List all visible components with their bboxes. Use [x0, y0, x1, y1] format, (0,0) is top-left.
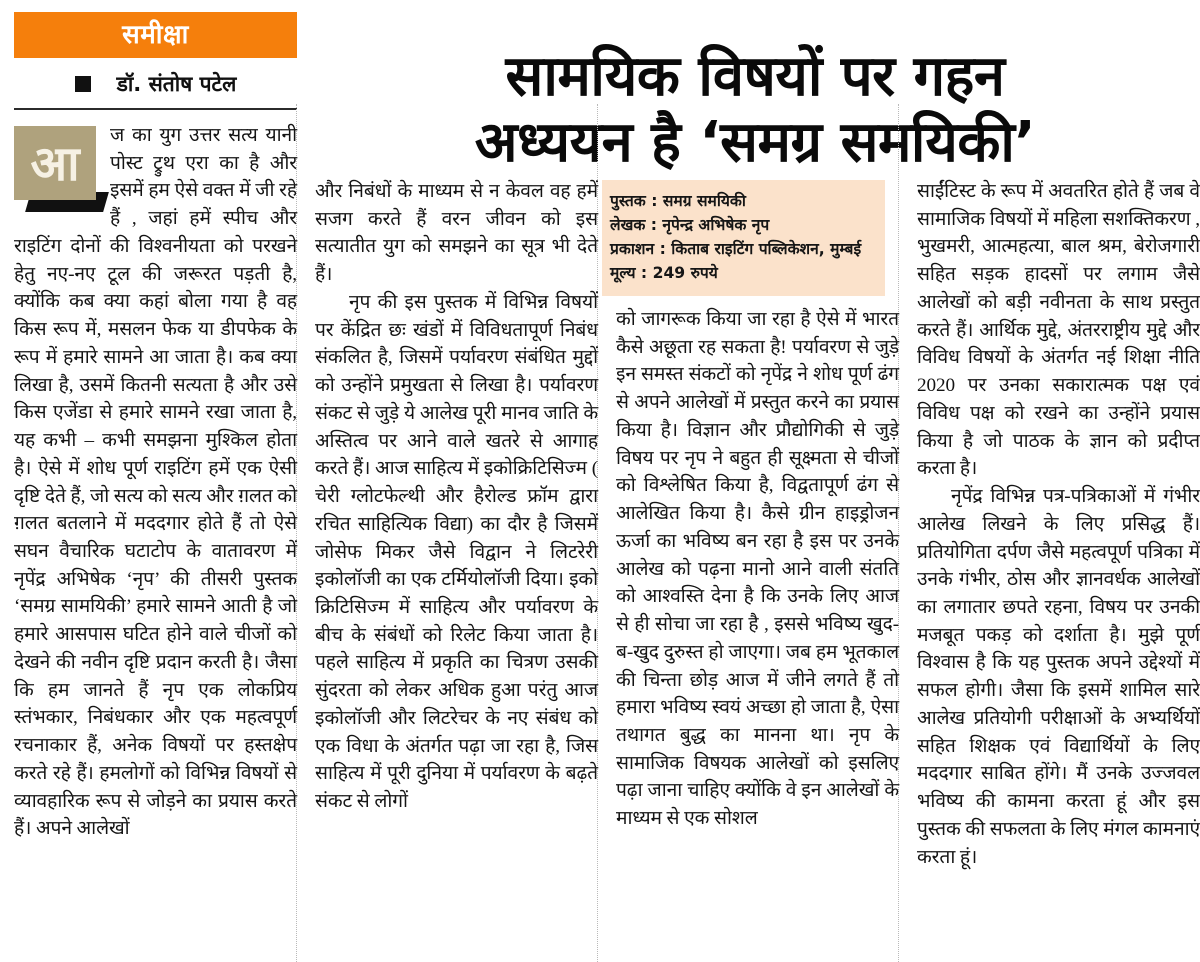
byline-author-name: डॉ. संतोष पटेल	[116, 71, 237, 96]
paragraph: ज का युग उत्तर सत्य यानी पोस्ट ट्रुथ एरा का है और इसमें हम ऐसे वक्त में जी रहे हैं , जहां हमें स्पीच और राइटिंग दोनों की विश्वनीयता को परखने हेतु नए-नए टूल की जरूरत पड़ती है, क्योंकि कब क्या कहां बोला गया है वह किस रूप में, मसलन फेक या डीपफेक के रूप में हमारे सामने आ जाता है। कब क्या लिखा है, उसमें कितनी सत्यता है और उसे किस एजेंडा से हमारे सामने रखा जाता है, यह कभी – कभी समझना मुश्किल होता है। ऐसे में शोध पूर्ण राइटिंग हमें एक ऐसी दृष्टि देते हैं, जो सत्य को सत्य और ग़लत को ग़लत बतलाने में मददगार होते हैं तो ऐसे सघन वैचारिक घटाटोप के वातावरण में नृपेंद्र अभिषेक ‘नृप’ की तीसरी पुस्तक ‘समग्र सामयिकी’ हमारे सामने आती है जो हमारे आसपास घटित होने वाले चीजों को देखने की नवीन दृष्टि प्रदान करती है। जैसा कि हम जानते हैं नृप एक लोकप्रिय स्तंभकार, निबंधकार और एक महत्वपूर्ण रचनाकार हैं, अनेक विषयों पर हस्तक्षेप करते रहे हैं। हमलोगों को विभिन्न विषयों से व्यावहारिक रूप से जोड़ने का प्रयास करते हैं। अपने आलेखों	[14, 125, 297, 840]
drop-cap-box	[14, 126, 96, 200]
paragraph: साईंटिस्ट के रूप में अवतरित होते हैं जब वे सामाजिक विषयों में महिला सशक्तिकरण , भुखमरी, आत्महत्या, बाल श्रम, बेरोजगारी सहित सड़क हादसों पर लगाम जैसे आलेखों को बड़ी नवीनता के साथ प्रस्तुत करते हैं। आर्थिक मुद्दे, अंतरराष्ट्रीय मुद्दे और विविध विषयों के अंतर्गत नई शिक्षा नीति 2020 पर उनका सकारात्मक पक्ष एवं विविध पक्ष को रखने का उन्होंने प्रयास किया है जो पाठक के ज्ञान को प्रदीप्त करता है।	[917, 181, 1200, 480]
section-banner-label: समीक्षा	[122, 20, 189, 50]
body-column-3	[616, 306, 899, 962]
body-column-2	[315, 178, 598, 962]
drop-cap	[14, 126, 100, 218]
book-price-line: मूल्य : 249 रुपये	[610, 264, 718, 283]
book-publisher-line: प्रकाशन : किताब राइटिंग पब्लिकेशन, मुम्बई	[610, 240, 862, 259]
article-body	[14, 0, 1200, 962]
paragraph: को जागरूक किया जा रहा है ऐसे में भारत कैसे अछूता रह सकता है! पर्यावरण से जुड़े इन समस्त संकटों को नृपेंद्र ने शोध पूर्ण ढंग से अपने आलेखों में प्रस्तुत करने का प्रयास किया है। विज्ञान और प्रौद्योगिकी से जुड़े विषय पर नृप ने बहुत ही सूक्ष्मता से चीजों को विश्लेषित किया है, विद्वतापूर्ण ढंग से आलेखित किया है। कैसे ग्रीन हाइड्रोजन ऊर्जा का भविष्य बन रहा है इस पर उनके आलेख को पढ़ना मानो आने वाली संतति को आश्वस्ति देना है कि उनके लिए आज से ही सोचा जा रहा है , इससे भविष्य खुद-ब-खुद दुरुस्त हो जाएगा। जब हम भूतकाल की चिन्ता छोड़ आज में जीने लगते हैं तो हमारा भविष्य स्वयं अच्छा हो जाता है, ऐसा तथागत बुद्ध का मानना था। नृप के सामाजिक विषयक आलेखों को इसलिए पढ़ा जाना चाहिए क्योंकि वे इन आलेखों के माध्यम से एक सोशल	[616, 309, 899, 830]
paragraph: नृप की इस पुस्तक में विभिन्न विषयों पर केंद्रित छः खंडों में विविधतापूर्ण निबंध संकलित है, जिसमें पर्यावरण संबंधित मुद्दों को उन्होंने प्रमुखता से लिखा है। पर्यावरण संकट से जुड़े ये आलेख पूरी मानव जाति के अस्तित्व पर आने वाले खतरे से आगाह करते हैं। आज साहित्य में इकोक्रिटिसिज्म ( चेरी ग्लोटफेल्थी और हैरोल्ड फ्रॉम द्वारा रचित साहित्यिक विद्या) का दौर है जिसमें जोसेफ मिकर जैसे विद्वान ने लिटरेरी इकोलॉजी का एक टर्मियोलॉजी दिया। इको क्रिटिसिज्म में साहित्य और पर्यावरण के बीच के संबंधों को रिलेट किया जाता है। पहले साहित्य में प्रकृति का चित्रण उसकी सुंदरता को लेकर अधिक हुआ परंतु आज इकोलॉजी और लिटरेचर के नए संबंध को एक विधा के अंतर्गत पढ़ा जा रहा है, जिस साहित्य में पूरी दुनिया में पर्यावरण के बढ़ते संकट से लोगों	[315, 291, 598, 813]
paragraph: नृपेंद्र विभिन्न पत्र-पत्रिकाओं में गंभीर आलेख लिखने के लिए प्रसिद्ध हैं। प्रतियोगिता दर्पण जैसे महत्वपूर्ण पत्रिका में उनके गंभीर, ठोस और ज्ञानवर्धक आलेखों का लगातार छपते रहना, विषय पर उनकी मजबूत पकड़ को दर्शाता है। मुझे पूर्ण विश्वास है कि यह पुस्तक अपने उद्देश्यों में सफल होगी। जैसा कि इसमें शामिल सारे आलेख प्रतियोगी परीक्षाओं के अभ्यर्थियों सहित शिक्षक एवं विद्यार्थियों के लिए मददगार साबित होंगे। मैं उनके उज्जवल भविष्य की कामना करता हूं और इस पुस्तक की सफलता के लिए मंगल कामनाएं करता हूं।	[917, 486, 1200, 868]
body-column-1	[14, 122, 297, 962]
headline-line-2: अध्ययन है ‘समग्र समयिकी’	[474, 109, 1036, 175]
book-author-line: लेखक : नृपेन्द्र अभिषेक नृप	[610, 216, 770, 235]
headline-line-1: सामयिक विषयों पर गहन	[505, 43, 1005, 109]
body-column-4	[917, 178, 1200, 962]
paragraph: और निबंधों के माध्यम से न केवल वह हमें सजग करते हैं वरन जीवन को इस सत्यातीत युग को समझने का सूत्र भी देते हैं।	[315, 181, 598, 286]
drop-cap-letter: आ	[30, 136, 80, 192]
book-title-line: पुस्तक : समग्र समयिकी	[610, 192, 746, 210]
